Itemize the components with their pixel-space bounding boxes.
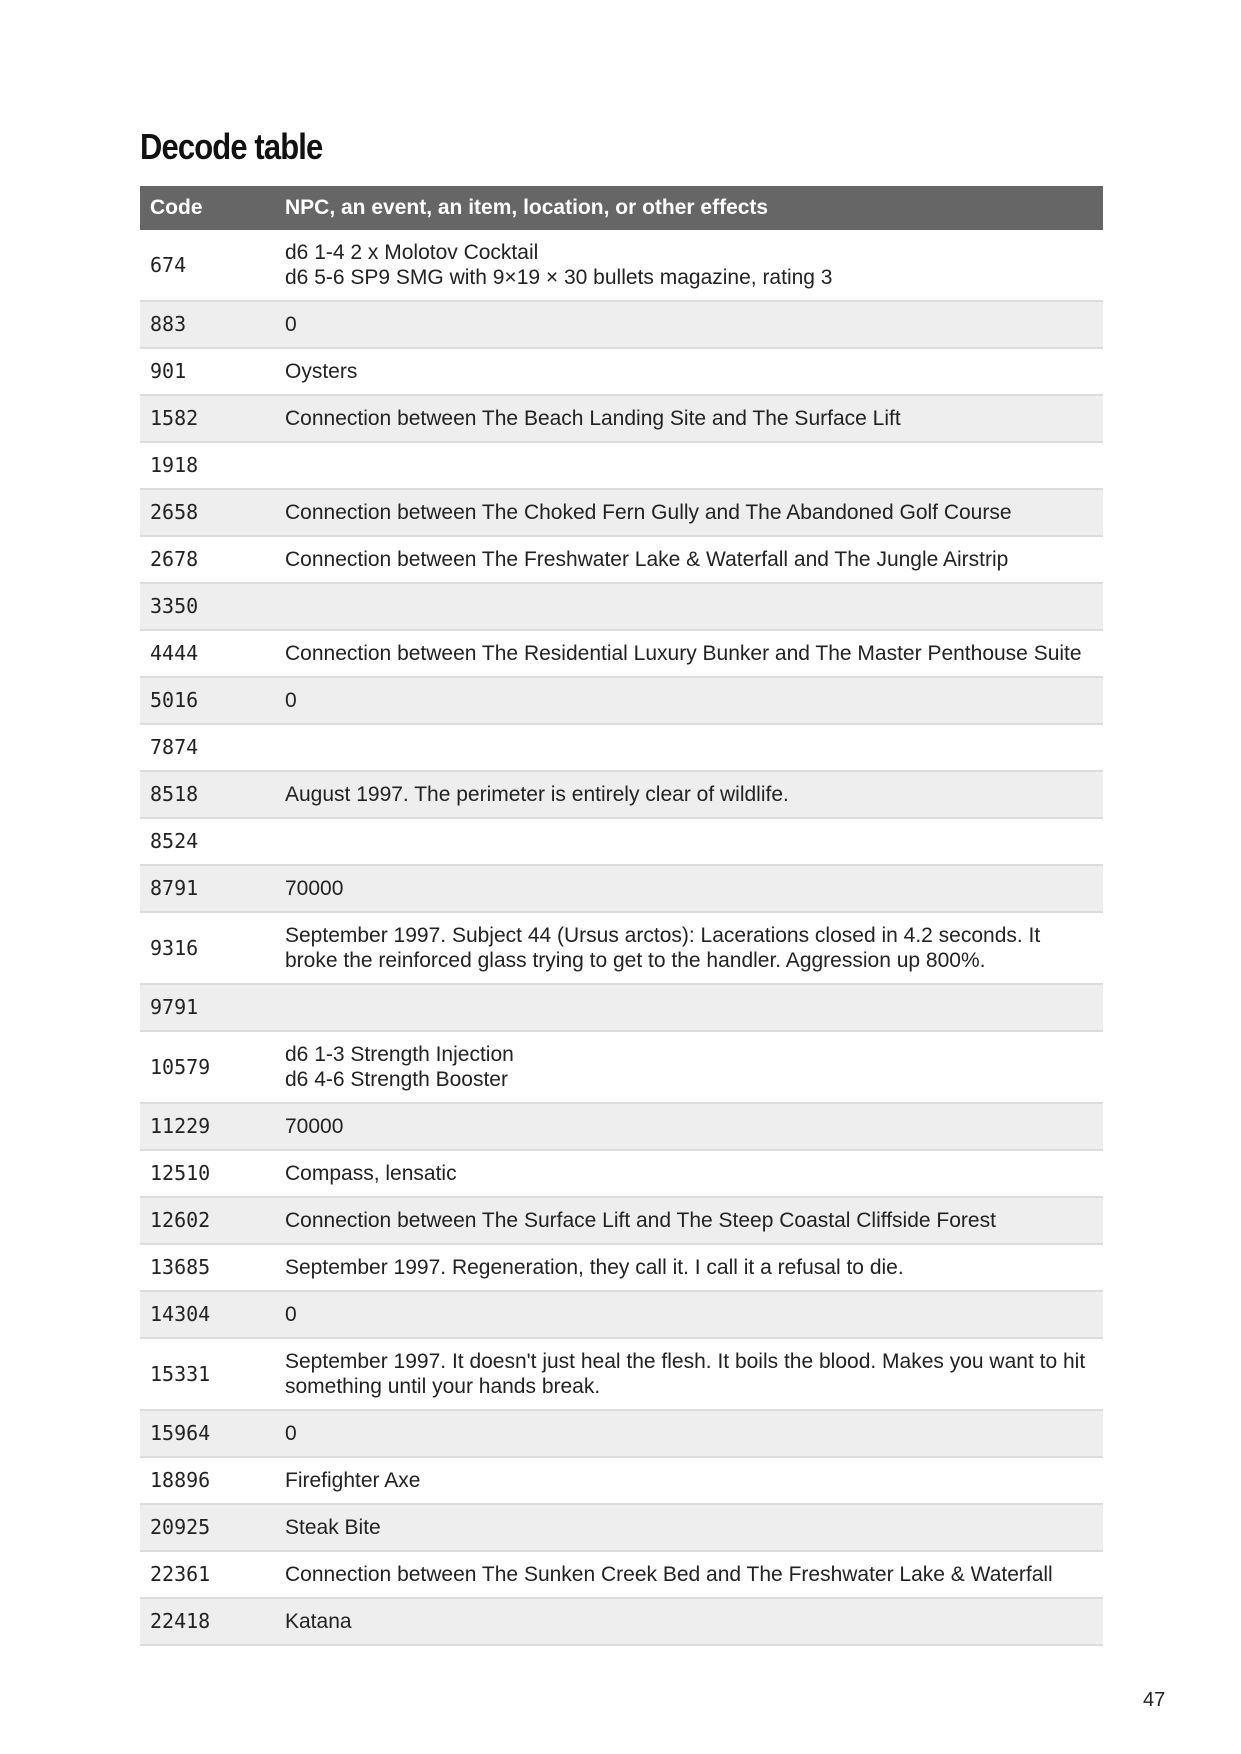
code-cell: 8524 — [140, 818, 275, 865]
effect-cell — [275, 1410, 1103, 1457]
code-cell: 14304 — [140, 1291, 275, 1338]
table-row — [140, 912, 1103, 984]
code-cell: 901 — [140, 348, 275, 395]
decode-table — [140, 186, 1103, 1646]
effect-line: Connection between The Sunken Creek Bed and The Freshwater Lake & Waterfall — [285, 1563, 1053, 1586]
table-row — [140, 1410, 1103, 1457]
effect-cell — [275, 1031, 1103, 1103]
effect-line: Katana — [285, 1610, 352, 1633]
code-cell: 22361 — [140, 1551, 275, 1598]
table-row — [140, 1551, 1103, 1598]
table-row — [140, 442, 1103, 489]
table-row — [140, 1457, 1103, 1504]
header-effect: NPC, an event, an item, location, or other effects — [275, 186, 1103, 230]
effect-cell — [275, 1457, 1103, 1504]
table-row — [140, 1504, 1103, 1551]
table-row — [140, 1031, 1103, 1103]
table-row — [140, 583, 1103, 630]
code-cell: 1582 — [140, 395, 275, 442]
effect-cell — [275, 630, 1103, 677]
code-cell: 12510 — [140, 1150, 275, 1197]
effect-cell — [275, 536, 1103, 583]
code-cell: 10579 — [140, 1031, 275, 1103]
effect-line: Connection between The Beach Landing Site and The Surface Lift — [285, 407, 901, 430]
effect-line: Connection between The Surface Lift and The Steep Coastal Cliffside Forest — [285, 1209, 996, 1232]
effect-cell — [275, 984, 1103, 1031]
code-cell: 8518 — [140, 771, 275, 818]
table-row — [140, 984, 1103, 1031]
effect-cell — [275, 1338, 1103, 1410]
effect-cell — [275, 1244, 1103, 1291]
effect-line: 0 — [285, 1303, 297, 1326]
table-row — [140, 489, 1103, 536]
code-cell: 1918 — [140, 442, 275, 489]
effect-cell — [275, 1551, 1103, 1598]
effect-cell — [275, 230, 1103, 301]
table-row — [140, 1291, 1103, 1338]
effect-line: August 1997. The perimeter is entirely clear of wildlife. — [285, 783, 789, 806]
table-header-row — [140, 186, 1103, 230]
effect-cell — [275, 724, 1103, 771]
code-cell: 5016 — [140, 677, 275, 724]
effect-cell — [275, 1150, 1103, 1197]
table-row — [140, 230, 1103, 301]
effect-line: Compass, lensatic — [285, 1162, 457, 1185]
table-row — [140, 1598, 1103, 1645]
effect-cell — [275, 583, 1103, 630]
code-cell: 7874 — [140, 724, 275, 771]
effect-line: 0 — [285, 313, 297, 336]
effect-cell — [275, 442, 1103, 489]
effect-line: September 1997. Regeneration, they call it. I call it a refusal to die. — [285, 1256, 904, 1279]
effect-cell — [275, 818, 1103, 865]
effect-cell — [275, 301, 1103, 348]
code-cell: 15331 — [140, 1338, 275, 1410]
code-cell: 18896 — [140, 1457, 275, 1504]
table-row — [140, 818, 1103, 865]
effect-cell — [275, 677, 1103, 724]
table-row — [140, 1244, 1103, 1291]
table-row — [140, 348, 1103, 395]
table-row — [140, 865, 1103, 912]
effect-line: Connection between The Freshwater Lake & Waterfall and The Jungle Airstrip — [285, 548, 1009, 571]
effect-cell — [275, 912, 1103, 984]
effect-cell — [275, 1103, 1103, 1150]
effect-line: Steak Bite — [285, 1516, 381, 1539]
code-cell: 9316 — [140, 912, 275, 984]
effect-line: September 1997. Subject 44 (Ursus arctos): Lacerations closed in 4.2 seconds. It broke the reinforced glass trying to get to the handler. Aggression up 800%. — [285, 924, 1041, 972]
code-cell: 883 — [140, 301, 275, 348]
table-row — [140, 677, 1103, 724]
effect-line: d6 1-3 Strength Injection — [285, 1043, 514, 1066]
effect-cell — [275, 771, 1103, 818]
code-cell: 2678 — [140, 536, 275, 583]
table-row — [140, 536, 1103, 583]
effect-cell — [275, 1598, 1103, 1645]
effect-line: September 1997. It doesn't just heal the flesh. It boils the blood. Makes you want to hit something until your hands break. — [285, 1350, 1086, 1398]
effect-cell — [275, 348, 1103, 395]
table-row — [140, 1197, 1103, 1244]
code-cell: 12602 — [140, 1197, 275, 1244]
effect-line: d6 5-6 SP9 SMG with 9×19 × 30 bullets magazine, rating 3 — [285, 266, 833, 289]
effect-line: Oysters — [285, 360, 358, 383]
table-row — [140, 395, 1103, 442]
code-cell: 9791 — [140, 984, 275, 1031]
code-cell: 13685 — [140, 1244, 275, 1291]
effect-line: 0 — [285, 689, 297, 712]
table-row — [140, 771, 1103, 818]
header-code: Code — [140, 186, 275, 230]
table-row — [140, 630, 1103, 677]
table-row — [140, 1103, 1103, 1150]
effect-line: Connection between The Residential Luxury Bunker and The Master Penthouse Suite — [285, 642, 1082, 665]
code-cell: 11229 — [140, 1103, 275, 1150]
effect-line: 70000 — [285, 877, 344, 900]
table-row — [140, 724, 1103, 771]
page-number: 47 — [1143, 1689, 1166, 1711]
effect-cell — [275, 489, 1103, 536]
effect-line: 0 — [285, 1422, 297, 1445]
effect-cell — [275, 1504, 1103, 1551]
page-title: Decode table — [140, 126, 323, 167]
table-row — [140, 1150, 1103, 1197]
code-cell: 2658 — [140, 489, 275, 536]
table-row — [140, 301, 1103, 348]
code-cell: 674 — [140, 230, 275, 301]
effect-line: Firefighter Axe — [285, 1469, 421, 1492]
effect-line: Connection between The Choked Fern Gully and The Abandoned Golf Course — [285, 501, 1012, 524]
effect-cell — [275, 865, 1103, 912]
code-cell: 8791 — [140, 865, 275, 912]
code-cell: 20925 — [140, 1504, 275, 1551]
effect-line: d6 4-6 Strength Booster — [285, 1068, 508, 1091]
code-cell: 15964 — [140, 1410, 275, 1457]
table-row — [140, 1338, 1103, 1410]
code-cell: 3350 — [140, 583, 275, 630]
effect-cell — [275, 1291, 1103, 1338]
code-cell: 22418 — [140, 1598, 275, 1645]
effect-line: 70000 — [285, 1115, 344, 1138]
code-cell: 4444 — [140, 630, 275, 677]
effect-cell — [275, 1197, 1103, 1244]
effect-cell — [275, 395, 1103, 442]
effect-line: d6 1-4 2 x Molotov Cocktail — [285, 241, 539, 264]
